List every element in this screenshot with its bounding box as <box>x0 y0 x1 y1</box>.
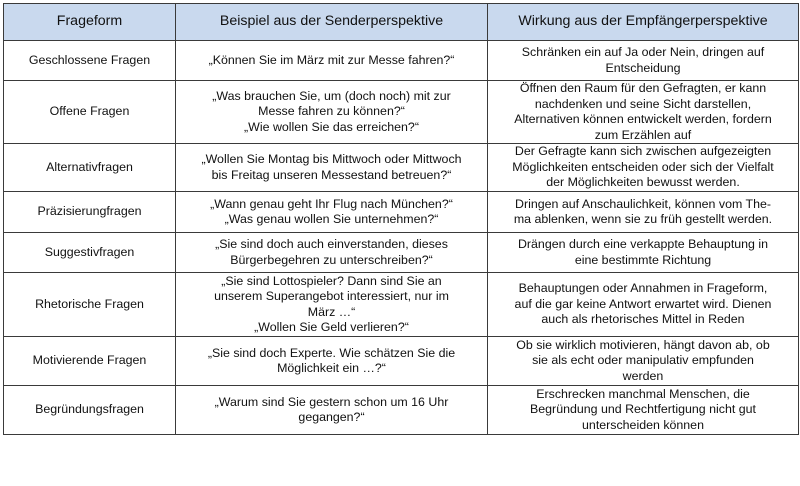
table-row <box>4 386 799 435</box>
cell-wirkung <box>488 337 799 386</box>
wirkung-line: Drängen durch eine verkappte Behauptung in <box>517 237 769 251</box>
cell-beispiel <box>176 337 488 386</box>
wirkung-line: Möglichkeiten entscheiden oder sich der Vielfalt <box>512 159 774 174</box>
wirkung-line: Dringen auf Anschaulichkeit, können vom The- <box>515 196 771 211</box>
frageform-text: Begründungsfragen <box>35 402 144 417</box>
frageform-text: Suggestivfragen <box>44 244 135 259</box>
beispiel-line: „Sie sind doch auch einverstanden, dieses <box>215 237 448 251</box>
beispiel-line: „Wann genau geht Ihr Flug nach München?“ <box>210 196 453 211</box>
table-row <box>4 41 799 81</box>
wirkung-line: werden <box>622 368 664 383</box>
wirkung-line: Der Gefragte kann sich zwischen aufgezeigten <box>514 144 772 159</box>
wirkung-line: ma ablenken, wenn sie zu früh gestellt werden. <box>513 212 773 226</box>
cell-wirkung <box>488 233 799 273</box>
cell-frageform <box>4 233 176 273</box>
cell-beispiel <box>176 41 488 81</box>
question-types-table-wrapper <box>3 3 799 435</box>
wirkung-line: Entscheidung <box>605 60 681 75</box>
table-row <box>4 337 799 386</box>
wirkung-line: Erschrecken manchmal Menschen, die <box>536 386 750 401</box>
beispiel-line: „Können Sie im März mit zur Messe fahren?“ <box>208 52 455 67</box>
frageform-text: Rhetorische Fragen <box>35 296 144 311</box>
wirkung-line: Schränken ein auf Ja oder Nein, dringen auf <box>521 45 765 59</box>
wirkung-line: nachdenken und seine Sicht darstellen, <box>534 96 752 111</box>
beispiel-line: „Warum sind Sie gestern schon um 16 Uhr <box>214 394 449 409</box>
cell-frageform <box>4 192 176 233</box>
wirkung-line: zum Erzählen auf <box>594 127 692 142</box>
cell-frageform <box>4 144 176 192</box>
wirkung-line: sie als echt oder manipulativ empfunden <box>532 353 754 368</box>
frageform-text: Motivierende Fragen <box>32 353 147 368</box>
cell-wirkung <box>488 386 799 435</box>
table-row <box>4 144 799 192</box>
beispiel-line: Bürgerbegehren zu unterschreiben?“ <box>230 252 433 267</box>
beispiel-line: „Sie sind doch Experte. Wie schätzen Sie die <box>207 345 456 360</box>
cell-wirkung <box>488 273 799 337</box>
cell-frageform <box>4 81 176 144</box>
beispiel-line: „Wollen Sie Geld verlieren?“ <box>254 320 409 334</box>
cell-frageform <box>4 41 176 81</box>
cell-frageform <box>4 337 176 386</box>
beispiel-line: „Wollen Sie Montag bis Mittwoch oder Mittwoch <box>201 152 462 166</box>
frageform-text: Präzisierungfragen <box>37 204 142 219</box>
wirkung-line: auf die gar keine Antwort erwartet wird. Dienen <box>514 296 772 311</box>
beispiel-line: März …“ <box>307 304 356 319</box>
wirkung-line: der Möglichkeiten bewusst werden. <box>546 175 740 190</box>
wirkung-line: Alternativen können entwickelt werden, fordern <box>514 112 772 126</box>
cell-beispiel <box>176 144 488 192</box>
cell-wirkung <box>488 144 799 192</box>
cell-beispiel <box>176 192 488 233</box>
table-body <box>4 41 799 435</box>
frageform-text: Geschlossene Fragen <box>28 52 151 67</box>
beispiel-line: „Wie wollen Sie das erreichen?“ <box>244 119 419 134</box>
header-beispiel: Beispiel aus der Senderperspektive <box>176 4 488 41</box>
beispiel-line: gegangen?“ <box>298 410 365 424</box>
wirkung-line: Begründung und Rechtfertigung nicht gut <box>530 402 756 417</box>
header-wirkung: Wirkung aus der Empfängerperspektive <box>488 4 799 41</box>
cell-beispiel <box>176 386 488 435</box>
wirkung-line: eine bestimmte Richtung <box>574 252 712 267</box>
wirkung-line: Öffnen den Raum für den Gefragten, er kann <box>519 81 767 95</box>
wirkung-line: Ob sie wirklich motivieren, hängt davon ab, ob <box>516 337 770 352</box>
wirkung-line: Behauptungen oder Annahmen in Frageform, <box>518 281 768 296</box>
header-row <box>4 4 799 41</box>
cell-wirkung <box>488 81 799 144</box>
cell-frageform <box>4 273 176 337</box>
frageform-text: Alternativfragen <box>46 159 133 174</box>
beispiel-line: bis Freitag unseren Messestand betreuen?“ <box>211 167 452 182</box>
table-row <box>4 81 799 144</box>
table-header <box>4 4 799 41</box>
beispiel-line: „Sie sind Lottospieler? Dann sind Sie an <box>221 273 442 288</box>
header-frageform: Frageform <box>4 4 176 41</box>
cell-wirkung <box>488 41 799 81</box>
beispiel-line: Messe fahren zu können?“ <box>258 104 405 119</box>
beispiel-line: unserem Superangebot interessiert, nur im <box>214 289 449 303</box>
frageform-text: Offene Fragen <box>49 104 130 119</box>
wirkung-line: auch als rhetorisches Mittel in Reden <box>541 312 745 327</box>
cell-wirkung <box>488 192 799 233</box>
wirkung-line: unterscheiden können <box>582 417 704 432</box>
table-row <box>4 192 799 233</box>
cell-frageform <box>4 386 176 435</box>
beispiel-line: „Was genau wollen Sie unternehmen?“ <box>224 212 439 226</box>
table-row <box>4 233 799 273</box>
cell-beispiel <box>176 233 488 273</box>
beispiel-line: Möglichkeit ein …?“ <box>277 361 386 375</box>
table-row <box>4 273 799 337</box>
cell-beispiel <box>176 273 488 337</box>
question-types-table <box>3 3 799 435</box>
cell-beispiel <box>176 81 488 144</box>
beispiel-line: „Was brauchen Sie, um (doch noch) mit zur <box>212 88 451 103</box>
